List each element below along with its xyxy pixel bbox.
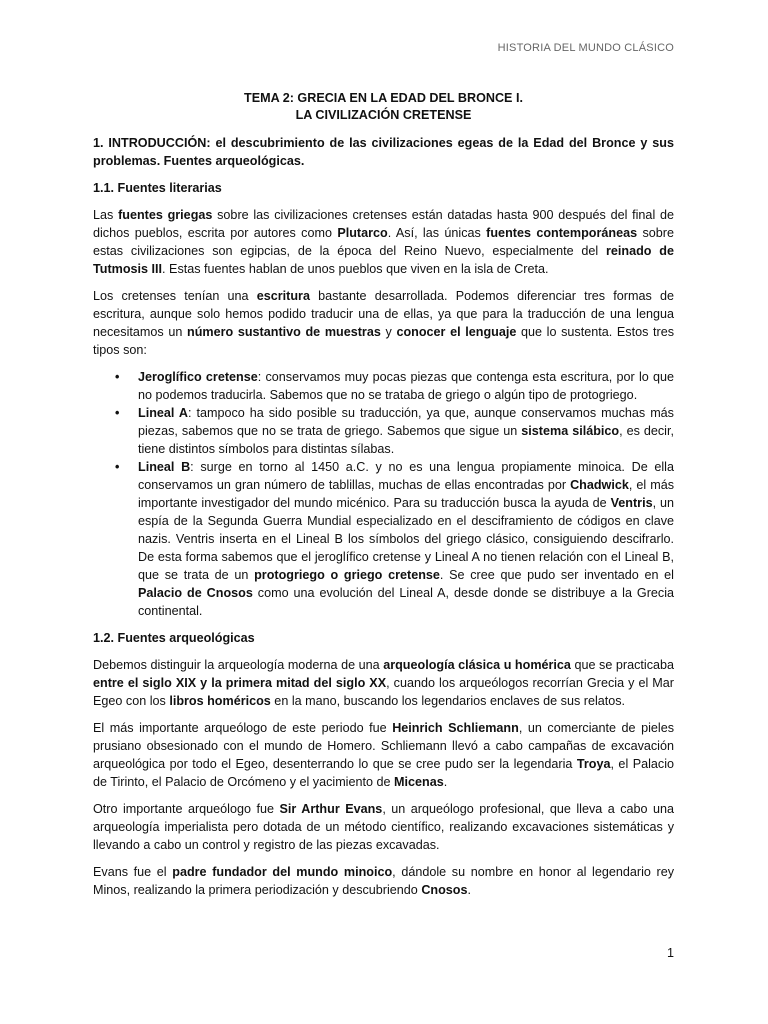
bullet-icon: • — [115, 406, 120, 420]
section-1-2-heading: 1.2. Fuentes arqueológicas — [93, 631, 255, 645]
paragraph: Los cretenses tenían una escritura bastante desarrollada. Podemos diferenciar tres formas de escritura, aunque solo hemos podido traducir una de ellas, ya que para la traducción de una lengua necesitamos un número sustantivo de muestras y conocer el lenguaje que lo sustenta. Estos tres tipos son: — [93, 289, 675, 357]
bold-term: Cnosos — [421, 883, 468, 897]
document-title — [93, 90, 674, 124]
bullet-icon: • — [115, 370, 120, 384]
bold-term: reinado de Tutmosis III — [93, 244, 675, 276]
paragraph: Debemos distinguir la arqueología moderna de una arqueología clásica u homérica que se practicaba entre el siglo XIX y la primera mitad del siglo XX, cuando los arqueólogos recorrían Grecia y el Mar Egeo con los libros homéricos en la mano, buscando los legendarios enclaves de sus relatos. — [93, 658, 675, 708]
list-item-text: Lineal A: tampoco ha sido posible su traducción, ya que, aunque conservamos muchas más piezas, sabemos que no se trata de griego. Sabemos que sigue un sistema silábico, es decir, tiene distintos símbolos para distintas sílabas. — [138, 406, 674, 456]
bold-term: protogriego o griego cretense — [254, 568, 440, 582]
bold-term: Troya — [576, 757, 611, 771]
bullet-icon: • — [115, 460, 120, 474]
list-item-text: Lineal B: surge en torno al 1450 a.C. y no es una lengua propiamente minoica. De ella conservamos un gran número de tablillas, muchas de ellas encontradas por Chadwick, el más importante investigador del mundo micénico. Para su traducción busca la ayuda de Ventris, un espía de la Segunda Guerra Mundial especializado en el desciframiento de códigos en clave nazis. Ventris inserta en el Lineal B los símbolos del griego clásico, consiguiendo descifrarlo. De esta forma sabemos que el jeroglífico cretense y Lineal A no tienen relación con el Lineal B, que se trata de un protogriego o griego cretense. Se cree que pudo ser inventado en el Palacio de Cnosos como una evolución del Lineal A, desde donde se distribuye a la Grecia continental. — [138, 460, 674, 618]
bold-term: Chadwick — [570, 478, 629, 492]
bold-term: entre el siglo XIX y la primera mitad del siglo XX — [93, 676, 387, 690]
list-item — [93, 404, 674, 458]
list-item-text: Jeroglífico cretense: conservamos muy pocas piezas que contenga esta escritura, por lo que no podemos traducirla. Sabemos que no se trataba de griego o algún tipo de protogriego. — [138, 370, 674, 402]
title-line-1: TEMA 2: GRECIA EN LA EDAD DEL BRONCE I. — [244, 91, 523, 105]
bold-term: escritura — [256, 289, 310, 303]
list-item — [93, 458, 674, 620]
bold-term: número sustantivo de muestras — [187, 325, 381, 339]
paragraph: Evans fue el padre fundador del mundo minoico, dándole su nombre en honor al legendario rey Minos, realizando la primera periodización y descubriendo Cnosos. — [93, 865, 675, 897]
bold-term: arqueología clásica u homérica — [383, 658, 571, 672]
writing-types-list — [93, 368, 674, 620]
section-1-1-heading: 1.1. Fuentes literarias — [93, 181, 222, 195]
running-header: HISTORIA DEL MUNDO CLÁSICO — [497, 42, 674, 54]
page-number: 1 — [666, 946, 674, 960]
paragraph: Las fuentes griegas sobre las civilizaciones cretenses están datadas hasta 900 después del final de dichos pueblos, escrita por autores como Plutarco. Así, las únicas fuentes contemporáneas sobre estas civilizaciones son egipcias, de la época del Reino Nuevo, especialmente del reinado de Tutmosis III. Estas fuentes hablan de unos pueblos que viven en la isla de Creta. — [93, 208, 675, 276]
bold-term: Micenas — [394, 775, 444, 789]
intro-heading: 1. INTRODUCCIÓN: el descubrimiento de las civilizaciones egeas de la Edad del Bronce y sus problemas. Fuentes arqueológicas. — [93, 136, 674, 168]
bold-term: Lineal B — [138, 460, 191, 474]
bold-term: Lineal A — [138, 406, 188, 420]
document-body — [93, 90, 674, 908]
bold-term: Sir Arthur Evans — [279, 802, 383, 816]
title-line-2: LA CIVILIZACIÓN CRETENSE — [295, 108, 472, 122]
bold-term: fuentes griegas — [118, 208, 213, 222]
bold-term: conocer el lenguaje — [396, 325, 517, 339]
list-item — [93, 368, 674, 404]
bold-term: Plutarco — [337, 226, 388, 240]
bold-term: Heinrich Schliemann — [392, 721, 519, 735]
bold-term: padre fundador del mundo minoico — [172, 865, 393, 879]
paragraph: El más importante arqueólogo de este periodo fue Heinrich Schliemann, un comerciante de pieles prusiano obsesionado con el mundo de Homero. Schliemann llevó a cabo campañas de excavación arqueológica por todo el Egeo, desenterrando lo que se cree pudo ser la legendaria Troya, el Palacio de Tirinto, el Palacio de Orcómeno y el yacimiento de Micenas. — [93, 721, 674, 789]
bold-term: libros homéricos — [169, 694, 271, 708]
bold-term: sistema silábico — [521, 424, 620, 438]
paragraph: Otro importante arqueólogo fue Sir Arthur Evans, un arqueólogo profesional, que lleva a cabo una arqueología imperialista pero dotada de un método científico, realizando excavaciones sistemáticas y llevando a cabo un control y registro de las piezas excavadas. — [93, 802, 674, 852]
bold-term: fuentes contemporáneas — [486, 226, 638, 240]
bold-term: Jeroglífico cretense — [138, 370, 258, 384]
bold-term: Ventris — [610, 496, 653, 510]
bold-term: Palacio de Cnosos — [138, 586, 253, 600]
